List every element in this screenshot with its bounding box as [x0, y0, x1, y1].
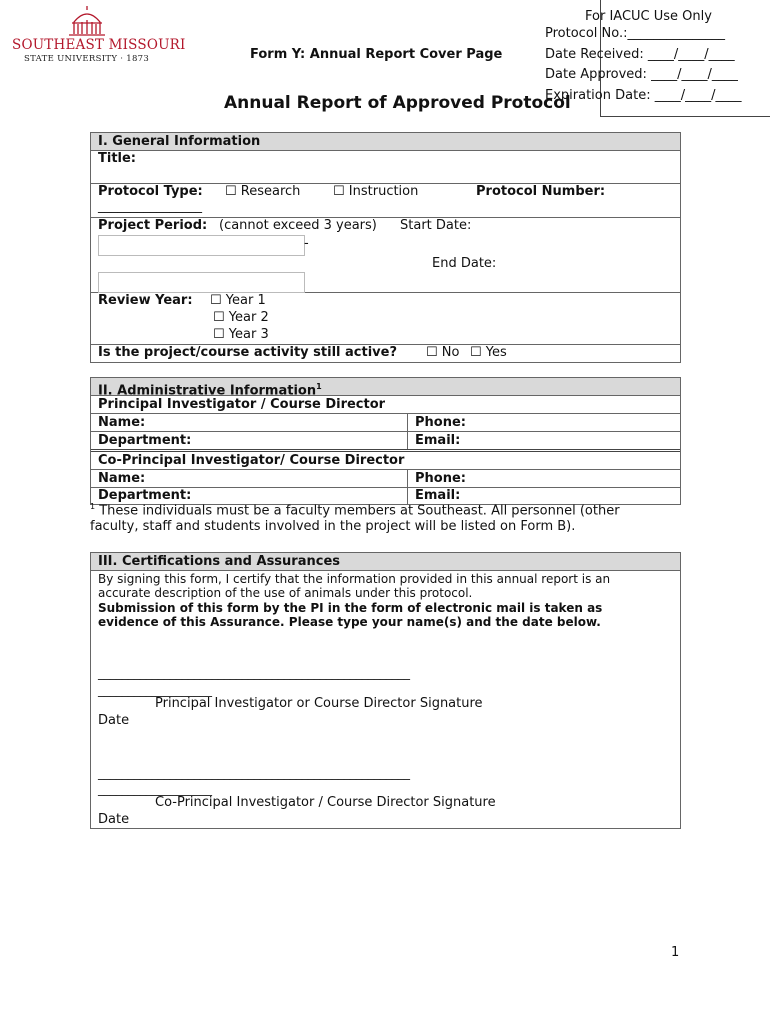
page-title: Annual Report of Approved Protocol [224, 93, 571, 113]
pi-signature-label: Principal Investigator or Course Director Signature [155, 696, 483, 711]
copi-department-label: Department: [98, 488, 192, 503]
still-active-question: Is the project/course activity still active? [98, 345, 398, 360]
start-date-label: Start Date: [400, 218, 472, 233]
pi-department-row [91, 432, 680, 452]
protocol-number-label: Protocol Number: [476, 184, 606, 199]
section-heading: I. General Information [91, 133, 680, 151]
pi-department-label: Department: [98, 433, 192, 448]
section-heading-text: II. Administrative Information [98, 383, 317, 399]
copi-date-label: Date [98, 812, 130, 827]
footnote-mark: 1 [316, 382, 322, 391]
iacuc-expiration-date: Expiration Date: ____/____/____ [545, 88, 742, 103]
yes-checkbox[interactable]: ☐ Yes [470, 345, 507, 360]
page-number: 1 [671, 945, 680, 960]
university-logo [12, 4, 186, 68]
cert-assurance-1: Submission of this form by the PI in the form of electronic mail is taken as [98, 601, 603, 615]
footnote-mark: 1 [90, 502, 96, 511]
pi-date-label: Date [98, 713, 130, 728]
cert-statement-1: By signing this form, I certify that the information provided in this annual report is an [98, 572, 611, 586]
pi-name-label: Name: [98, 415, 146, 430]
copi-name-label: Name: [98, 471, 146, 486]
year1-checkbox[interactable]: ☐ Year 1 [210, 293, 266, 308]
certifications-section [90, 552, 681, 829]
year3-checkbox[interactable]: ☐ Year 3 [213, 327, 269, 342]
date-dash: - [304, 236, 309, 251]
general-information-section [90, 132, 681, 363]
section-heading: III. Certifications and Assurances [91, 553, 680, 571]
project-period-label: Project Period: [98, 218, 208, 233]
protocol-type-label: Protocol Type: [98, 184, 203, 199]
project-period-row [91, 218, 680, 293]
administrative-information-section [90, 377, 681, 505]
project-period-note: (cannot exceed 3 years) [219, 218, 377, 233]
start-date-input[interactable] [98, 235, 305, 256]
copi-signature-line[interactable]: ____________________________________________________ [98, 766, 410, 780]
research-checkbox[interactable]: ☐ Research [225, 184, 301, 199]
pi-phone-label: Phone: [407, 414, 466, 431]
end-date-label: End Date: [432, 256, 497, 271]
footnote-text-2: faculty, staff and students involved in the project will be listed on Form B). [90, 519, 576, 534]
logo-tagline: STATE UNIVERSITY · 1873 [24, 54, 150, 64]
form-name: Form Y: Annual Report Cover Page [250, 47, 503, 62]
pi-email-label: Email: [407, 432, 460, 449]
copi-heading: Co-Principal Investigator/ Course Director [91, 452, 680, 470]
copi-name-row [91, 470, 680, 488]
title-row [91, 151, 680, 184]
no-checkbox[interactable]: ☐ No [426, 345, 460, 360]
pi-signature-line[interactable]: ____________________________________________________ [98, 666, 410, 680]
review-year-row [91, 293, 680, 345]
iacuc-protocol-no: Protocol No.:_______________ [545, 26, 725, 41]
review-year-label: Review Year: [98, 293, 193, 308]
iacuc-heading: For IACUC Use Only [585, 9, 712, 24]
protocol-number-blank: ________________ [98, 199, 202, 214]
end-date-input[interactable] [98, 272, 305, 293]
instruction-checkbox[interactable]: ☐ Instruction [333, 184, 419, 199]
still-active-row [91, 345, 680, 362]
section-heading [91, 378, 680, 399]
cert-statement-2: accurate description of the use of animals under this protocol. [98, 586, 473, 600]
copi-signature-label: Co-Principal Investigator / Course Director Signature [155, 795, 496, 810]
iacuc-use-box [545, 0, 770, 117]
academic-hall-icon [12, 4, 162, 40]
footnote-text: These individuals must be a faculty members at Southeast. All personnel (other [99, 503, 620, 519]
pi-date-line[interactable]: ___________________ [98, 683, 212, 697]
logo-name: SOUTHEAST MISSOURI [12, 37, 186, 53]
footnote [90, 502, 620, 518]
copi-phone-label: Phone: [407, 470, 466, 487]
copi-date-line[interactable]: ___________________ [98, 782, 212, 796]
year2-checkbox[interactable]: ☐ Year 2 [213, 310, 269, 325]
protocol-type-row [91, 184, 680, 218]
pi-name-row [91, 414, 680, 432]
pi-heading: Principal Investigator / Course Director [91, 396, 680, 414]
copi-email-label: Email: [407, 488, 460, 504]
iacuc-date-received: Date Received: ____/____/____ [545, 47, 735, 62]
cert-assurance-2: evidence of this Assurance. Please type your name(s) and the date below. [98, 615, 601, 629]
title-label: Title: [98, 151, 137, 166]
iacuc-date-approved: Date Approved: ____/____/____ [545, 67, 738, 82]
